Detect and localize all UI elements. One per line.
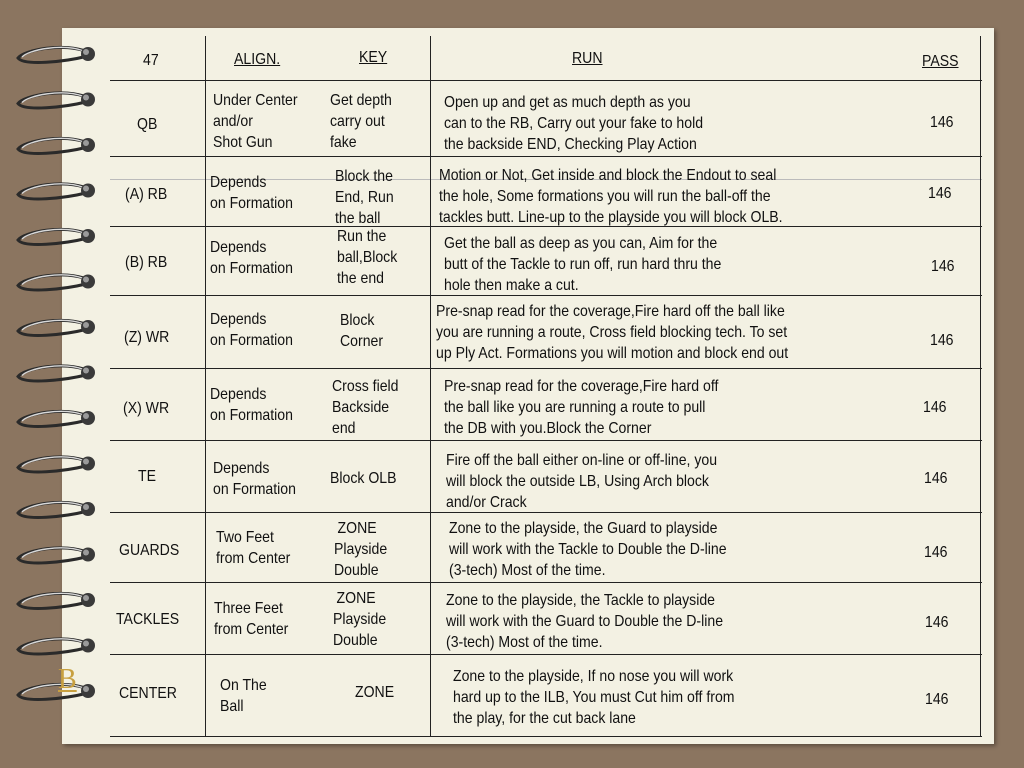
row-align: Depends on Formation — [210, 174, 293, 212]
row-pass: 146 — [931, 258, 955, 275]
row-align: Three Feet from Center — [214, 600, 289, 638]
header-key: KEY — [359, 49, 388, 66]
row-position: TE — [138, 468, 156, 485]
row-key: Block OLB — [330, 470, 397, 487]
row-key: Run the ball,Block the end — [337, 228, 398, 287]
row-align: Two Feet from Center — [216, 529, 291, 567]
row-run: Zone to the playside, If no nose you will work hard up to the ILB, You must Cut him off from the play, for the cut back lane — [453, 668, 735, 727]
row-key: ZONE Playside Double — [333, 590, 387, 649]
header-pass: PASS — [922, 53, 959, 70]
row-divider — [110, 156, 982, 157]
row-pass: 146 — [930, 114, 954, 131]
row-position: (A) RB — [125, 186, 168, 203]
row-divider — [110, 582, 982, 583]
row-position: (B) RB — [125, 254, 168, 271]
row-pass: 146 — [928, 185, 952, 202]
row-position: (X) WR — [123, 400, 170, 417]
row-position: GUARDS — [119, 542, 180, 559]
row-pass: 146 — [930, 332, 954, 349]
row-run: Open up and get as much depth as you can to the RB, Carry out your fake to hold the backside END, Checking Play Action — [444, 94, 704, 153]
row-run: Zone to the playside, the Tackle to playside will work with the Guard to Double the D-line (3-tech) Most of the time. — [446, 592, 724, 651]
row-position: CENTER — [119, 685, 177, 702]
col-divider — [980, 36, 981, 736]
row-key: Cross field Backside end — [332, 378, 399, 437]
row-key: Get depth carry out fake — [330, 92, 392, 151]
row-divider — [110, 440, 982, 441]
header-number: 47 — [143, 52, 159, 69]
row-pass: 146 — [925, 614, 949, 631]
row-key: Block Corner — [340, 312, 384, 350]
row-key: Block the End, Run the ball — [335, 168, 394, 227]
col-divider — [205, 36, 206, 736]
row-key: ZONE Playside Double — [334, 520, 388, 579]
row-key: ZONE — [355, 684, 395, 701]
row-align: Depends on Formation — [210, 311, 293, 349]
row-run: Pre-snap read for the coverage,Fire hard off the ball like you are running a route, Cross field blocking tech. To set up Ply Act. Formations you will motion and block end out — [436, 303, 789, 362]
row-run: Fire off the ball either on-line or off-line, you will block the outside LB, Using Arch block and/or Crack — [446, 452, 718, 511]
header-run: RUN — [572, 50, 603, 67]
header-divider — [110, 80, 982, 81]
row-divider — [110, 368, 982, 369]
row-align: Depends on Formation — [210, 386, 293, 424]
row-pass: 146 — [924, 544, 948, 561]
row-run: Get the ball as deep as you can, Aim for the butt of the Tackle to run off, run hard thru the hole then make a cut. — [444, 235, 722, 294]
col-divider — [430, 36, 431, 736]
row-pass: 146 — [925, 691, 949, 708]
row-align: On The Ball — [220, 677, 267, 715]
row-position: (Z) WR — [124, 329, 170, 346]
corner-letter: B — [58, 664, 77, 695]
row-run: Motion or Not, Get inside and block the Endout to seal the hole, Some formations you will run the ball-off the tackles butt. Line-up to the playside you will block OLB. — [439, 167, 783, 226]
row-position: QB — [137, 116, 158, 133]
row-align: Depends on Formation — [210, 239, 293, 277]
row-align: Under Center and/or Shot Gun — [213, 92, 298, 151]
table-bottom — [110, 736, 982, 737]
header-align: ALIGN. — [234, 51, 281, 68]
row-run: Pre-snap read for the coverage,Fire hard off the ball like you are running a route to pull the DB with you.Block the Corner — [444, 378, 719, 437]
row-position: TACKLES — [116, 611, 180, 628]
row-pass: 146 — [923, 399, 947, 416]
row-align: Depends on Formation — [213, 460, 296, 498]
row-pass: 146 — [924, 470, 948, 487]
row-run: Zone to the playside, the Guard to playside will work with the Tackle to Double the D-line (3-tech) Most of the time. — [449, 520, 727, 579]
row-divider — [110, 654, 982, 655]
